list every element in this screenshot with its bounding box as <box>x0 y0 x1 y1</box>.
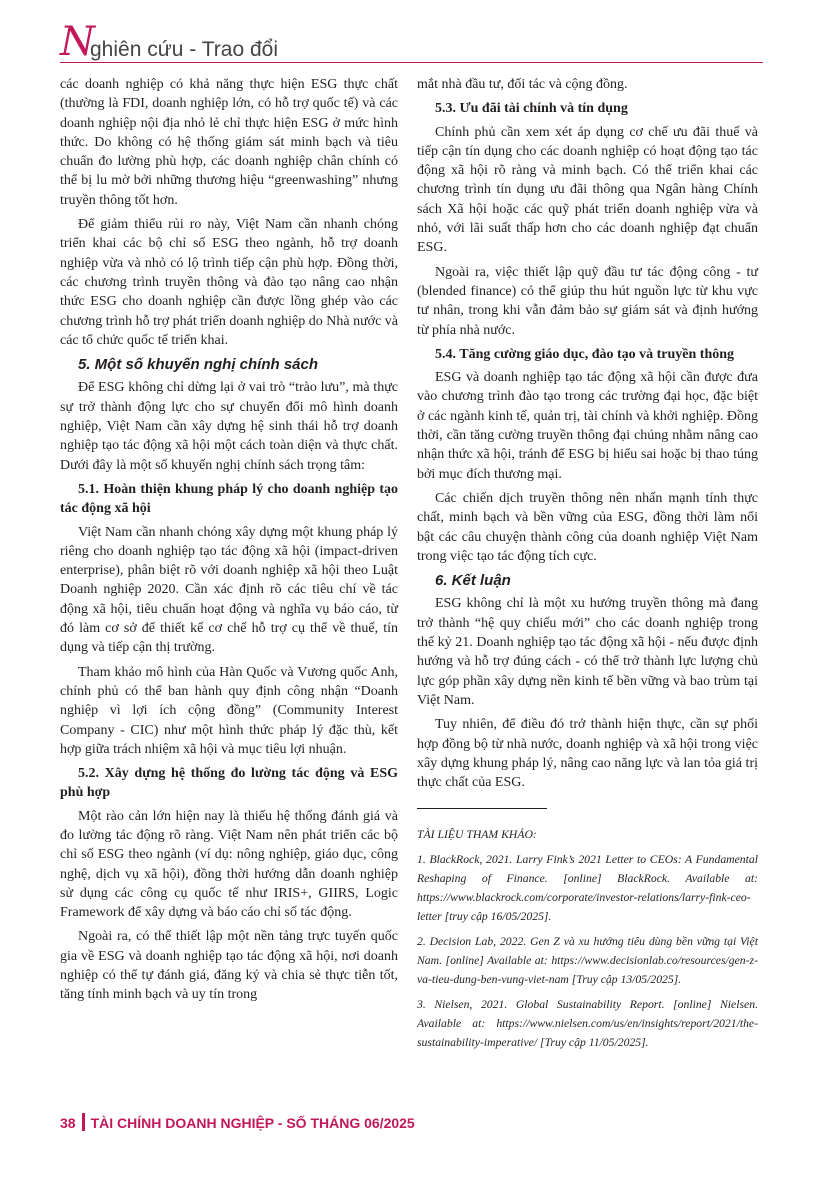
right-column <box>417 75 758 1058</box>
subsection-heading-5-4: 5.4. Tăng cường giáo dục, đào tạo và truyền thông <box>435 346 735 362</box>
paragraph: ESG không chỉ là một xu hướng truyền thông mà đang trở thành “hệ quy chiếu mới” cho các doanh nghiệp trong thế kỷ 21. Doanh nghiệp tạo tác động xã hội - nếu được định hướng và hỗ trợ đúng cách - có thể trở thành lực lượng chủ lực góp phần xây dựng nền kinh tế bền vững và bao trùm tại Việt Nam. <box>417 596 758 708</box>
left-column <box>60 75 398 1010</box>
journal-name: TÀI CHÍNH DOANH NGHIỆP - SỐ THÁNG 06/2025 <box>90 1115 415 1131</box>
references <box>417 825 758 1052</box>
subsection-heading-5-3: 5.3. Ưu đãi tài chính và tín dụng <box>435 101 628 117</box>
page-number: 38 <box>60 1115 76 1131</box>
section-heading-5: 5. Một số khuyến nghị chính sách <box>78 356 319 374</box>
paragraph: Các chiến dịch truyền thông nên nhấn mạnh tính thực chất, minh bạch và bền vững của ESG, đồng thời làm nổi bật các câu chuyện thành công của doanh nghiệp Việt Nam trong việc tạo tác động tích cực. <box>417 490 758 564</box>
paragraph: các doanh nghiệp có khả năng thực hiện ESG thực chất (thường là FDI, doanh nghiệp lớn, có hỗ trợ quốc tế) và các doanh nghiệp nội địa nhỏ lẻ chỉ thực hiện ESG ở mức hình thức. Do không có hệ thống giám sát minh bạch và tiêu chuẩn đo lường phù hợp, các doanh nghiệp chân chính có thể bị lu mờ bởi những thương hiệu “greenwashing” nhưng truyền thông tốt hơn. <box>60 77 398 208</box>
paragraph: Một rào cản lớn hiện nay là thiếu hệ thống đánh giá và đo lường tác động rõ ràng. Việt Nam nên phát triển các bộ chỉ số ESG theo ngành (ví dụ: nông nghiệp, giáo dục, công nghệ, dịch vụ xã hội), đồng thời hướng dẫn doanh nghiệp sử dụng các công cụ quốc tế như IRIS+, GIIRS, Logic Framework để xây dựng và báo cáo chỉ số tác động. <box>60 808 398 921</box>
references-rule <box>417 808 547 809</box>
header-section-title: ghiên cứu - Trao đổi <box>90 38 278 61</box>
subsection-heading-5-1: 5.1. Hoàn thiện khung pháp lý cho doanh nghiệp tạo tác động xã hội <box>60 481 398 517</box>
paragraph: Ngoài ra, có thể thiết lập một nền tảng trực tuyến quốc gia về ESG và doanh nghiệp tạo tác động xã hội, nơi doanh nghiệp có thể tự đánh giá, đăng ký và chia sẻ thực tiễn tốt, tăng tính minh bạch và uy tín trong <box>60 929 398 1003</box>
paragraph: Ngoài ra, việc thiết lập quỹ đầu tư tác động công - tư (blended finance) có thể giúp thu hút nguồn lực từ khu vực tư nhân, trong khi vẫn đảm bảo sự giám sát và định hướng từ phía nhà nước. <box>417 264 758 338</box>
section-heading-6: 6. Kết luận <box>435 572 511 590</box>
paragraph: Tuy nhiên, để điều đó trở thành hiện thực, cần sự phối hợp đồng bộ từ nhà nước, doanh nghiệp và xã hội trong việc xây dựng khung pháp lý, nâng cao năng lực và lan tỏa giá trị thực chất của ESG. <box>417 717 758 791</box>
header-rule <box>60 62 763 63</box>
header-initial: N <box>60 19 95 65</box>
subsection-heading-5-2: 5.2. Xây dựng hệ thống đo lường tác động và ESG phù hợp <box>60 766 398 801</box>
references-title: TÀI LIỆU THAM KHẢO: <box>417 828 537 842</box>
page-footer <box>60 1113 415 1131</box>
paragraph: ESG và doanh nghiệp tạo tác động xã hội cần được đưa vào chương trình đào tạo trong các trường đại học, đặc biệt ở các ngành kinh tế, quản trị, tài chính và khởi nghiệp. Đồng thời, cần tăng cường truyền thông đại chúng nhằm nâng cao nhận thức xã hội, tránh để ESG bị hiểu sai hoặc bị thao túng bởi mục đích thương mại. <box>417 370 758 482</box>
paragraph: Việt Nam cần nhanh chóng xây dựng một khung pháp lý riêng cho doanh nghiệp tạo tác động xã hội (impact-driven enterprise), phân biệt rõ với doanh nghiệp xã hội theo Luật Doanh nghiệp 2020. Cần xác định rõ các tiêu chí về tác động xã hội, tiêu chuẩn hoạt động và nghĩa vụ báo cáo, từ đó làm cơ sở để thiết kế cơ chế hỗ trợ cụ thể về thuế, tín dụng và tiếp cận thị trường. <box>60 524 398 656</box>
paragraph: Tham khảo mô hình của Hàn Quốc và Vương quốc Anh, chính phủ có thể ban hành quy định công nhận “Doanh nghiệp vì lợi ích cộng đồng” (Community Interest Company - CIC) như một hình thức pháp lý đặc thù, kết hợp giữa trách nhiệm xã hội và mục tiêu lợi nhuận. <box>60 664 398 757</box>
paragraph: Để giảm thiểu rủi ro này, Việt Nam cần nhanh chóng triển khai các bộ chỉ số ESG theo ngành, hỗ trợ doanh nghiệp vừa và nhỏ có lộ trình tiếp cận phù hợp. Đồng thời, các chương trình truyền thông và đào tạo nâng cao nhận thức ESG cho doanh nghiệp cần được lồng ghép vào các chương trình hỗ trợ phát triển doanh nghiệp do Nhà nước và các tổ chức quốc tế triển khai. <box>60 217 398 348</box>
reference-item: 2. Decision Lab, 2022. Gen Z và xu hướng tiêu dùng bền vững tại Việt Nam. [online] Available at: https://www.decisionlab.co/resources/gen-z-va-tieu-dung-ben-vung-viet-nam [Truy cập 13/05/2025]. <box>417 935 758 987</box>
paragraph: Chính phủ cần xem xét áp dụng cơ chế ưu đãi thuế và tiếp cận tín dụng cho các doanh nghiệp có hoạt động tạo tác động xã hội rõ ràng và minh bạch. Có thể triển khai các chương trình tín dụng ưu đãi thông qua Ngân hàng Chính sách Xã hội hoặc các quỹ phát triển doanh nghiệp vừa và nhỏ, với lãi suất thấp hơn cho các doanh nghiệp đạt chuẩn ESG. <box>417 124 758 256</box>
paragraph: mắt nhà đầu tư, đối tác và cộng đồng. <box>417 77 628 92</box>
paragraph: Để ESG không chỉ dừng lại ở vai trò “trào lưu”, mà thực sự trở thành động lực cho sự chuyển đổi mô hình doanh nghiệp, Việt Nam cần xây dựng hệ sinh thái hỗ trợ doanh nghiệp tạo tác động xã hội một cách toàn diện và thực chất. Dưới đây là một số khuyến nghị chính sách trọng tâm: <box>60 380 398 473</box>
reference-item: 3. Nielsen, 2021. Global Sustainability Report. [online] Nielsen. Available at: https://www.nielsen.com/us/en/insights/report/2021/the-sustainability-imperative/ [Truy cập 11/05/2025]. <box>417 998 758 1050</box>
footer-divider <box>82 1113 85 1131</box>
reference-item: 1. BlackRock, 2021. Larry Fink’s 2021 Letter to CEOs: A Fundamental Reshaping of Finance. [online] BlackRock. Available at: https://www.blackrock.com/corporate/investor-relations/larry-fink-ceo-letter [truy cập 16/05/2025]. <box>417 853 758 924</box>
